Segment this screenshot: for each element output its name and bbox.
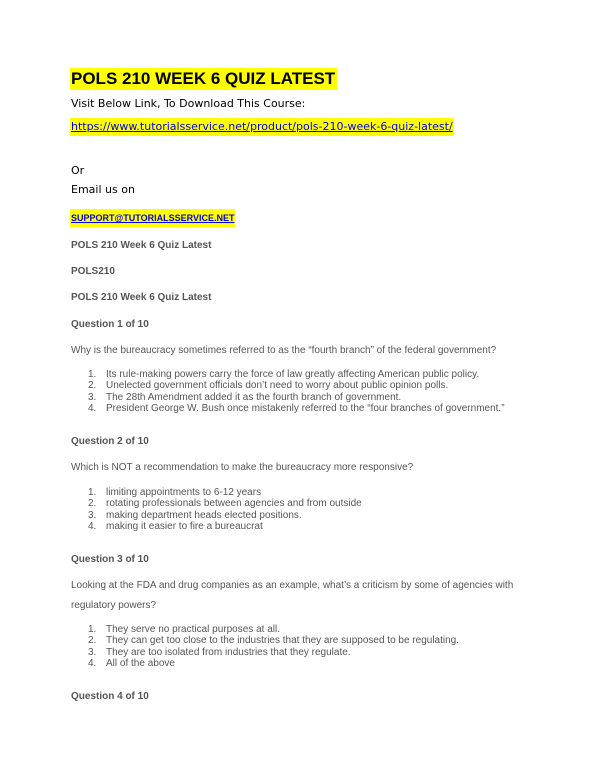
answer-option [71, 624, 459, 635]
option-number: 1. [88, 369, 97, 380]
answer-option [71, 392, 505, 403]
answer-option [71, 658, 459, 669]
question-heading: Question 1 of 10 [71, 319, 149, 330]
option-text: They can get too close to the industries that they are supposed to be regulating. [106, 635, 460, 647]
option-number: 2. [88, 380, 97, 392]
option-text: They serve no practical purposes at all. [106, 624, 280, 635]
option-number: 2. [88, 498, 97, 510]
option-text: making department heads elected positions. [106, 509, 302, 521]
option-number: 3. [88, 646, 97, 658]
option-number: 3. [88, 509, 97, 521]
question-text: Why is the bureaucracy sometimes referred to as the “fourth branch” of the federal government? [71, 345, 497, 356]
answer-options [71, 369, 505, 415]
option-text: All of the above [106, 658, 175, 670]
answer-option [71, 369, 505, 380]
option-number: 2. [88, 635, 97, 647]
question-text: Which is NOT a recommendation to make the bureaucracy more responsive? [71, 462, 414, 473]
option-text: making it easier to fire a bureaucrat [106, 521, 263, 533]
option-text: Its rule-making powers carry the force of law greatly affecting American public policy. [106, 369, 480, 380]
course-name: POLS 210 Week 6 Quiz Latest [71, 240, 212, 251]
option-number: 3. [88, 391, 97, 403]
question-text: Looking at the FDA and drug companies as an example, what’s a criticism by some of agencies with [71, 580, 514, 591]
or-text: Or [71, 164, 85, 177]
option-number: 4. [88, 403, 97, 415]
question-text-continued: regulatory powers? [71, 600, 157, 611]
option-text: The 28th Amendment added it as the fourth branch of government. [106, 391, 402, 403]
answer-option [71, 521, 362, 532]
question-heading: Question 3 of 10 [71, 554, 149, 565]
option-number: 1. [88, 487, 97, 498]
answer-option [71, 403, 505, 414]
course-link[interactable]: https://www.tutorialsservice.net/product/pols-210-week-6-quiz-latest/ [70, 118, 454, 136]
intro-text: Visit Below Link, To Download This Course: [71, 97, 306, 110]
support-email-link[interactable]: SUPPORT@TUTORIALSSERVICE.NET [70, 209, 235, 227]
answer-option [71, 487, 362, 498]
option-number: 1. [88, 624, 97, 635]
answer-options [71, 624, 459, 670]
page-title: POLS 210 WEEK 6 QUIZ LATEST [71, 69, 336, 88]
question-heading: Question 2 of 10 [71, 436, 149, 447]
option-number: 4. [88, 521, 97, 533]
email-label: Email us on [71, 183, 135, 196]
course-code: POLS210 [71, 266, 115, 277]
course-name-repeat: POLS 210 Week 6 Quiz Latest [71, 292, 212, 303]
answer-option [71, 380, 505, 391]
answer-options [71, 487, 362, 533]
option-text: limiting appointments to 6-12 years [106, 487, 262, 498]
answer-option [71, 498, 362, 509]
answer-option [71, 635, 459, 646]
question-heading: Question 4 of 10 [71, 691, 149, 702]
option-number: 4. [88, 658, 97, 670]
option-text: Unelected government officials don’t need to worry about public opinion polls. [106, 380, 449, 392]
option-text: They are too isolated from industries that they regulate. [106, 646, 351, 658]
option-text: President George W. Bush once mistakenly referred to the “four branches of government.” [106, 403, 505, 415]
answer-option [71, 647, 459, 658]
answer-option [71, 510, 362, 521]
option-text: rotating professionals between agencies and from outside [106, 498, 362, 510]
